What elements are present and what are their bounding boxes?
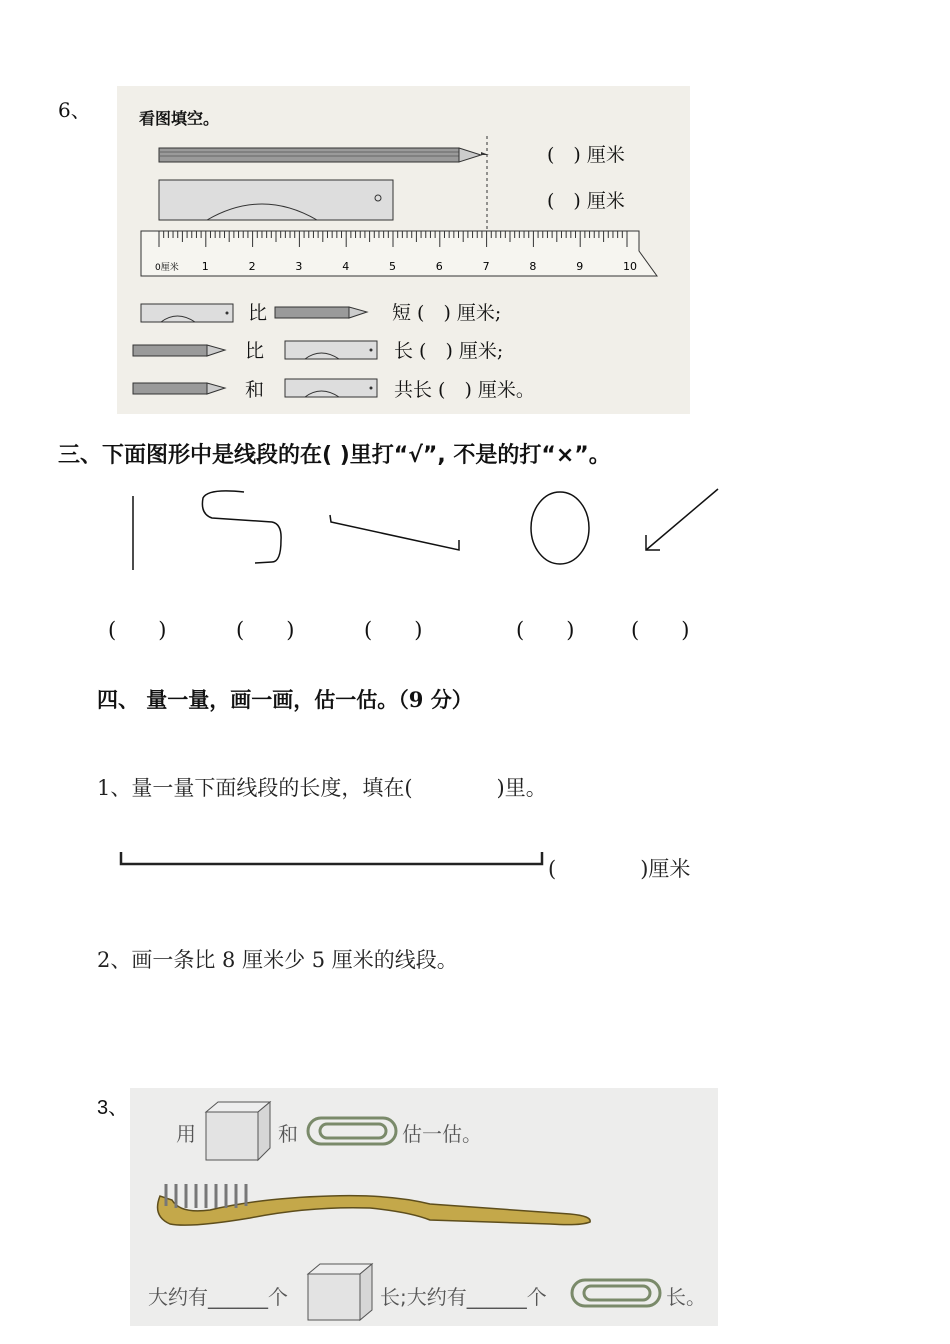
- pencil-length-blank: ( ) 厘米: [547, 144, 625, 166]
- answer-paren-5: ( ): [631, 618, 690, 642]
- toothbrush-icon: [158, 1184, 591, 1225]
- row1-text-a: 比: [248, 302, 268, 324]
- paperclip-icon-2: [572, 1280, 660, 1306]
- ruler-drawing: [117, 86, 690, 414]
- figure-title: 看图填空。: [139, 109, 220, 128]
- row1-text-b: 短 ( ) 厘米;: [392, 302, 502, 324]
- answer-paren-3: ( ): [364, 618, 423, 642]
- ruler-figure: [117, 86, 690, 414]
- section-3-title: 三、下面图形中是线段的在( )里打“√”, 不是的打“×”。: [58, 443, 611, 468]
- cube-icon: [206, 1102, 270, 1160]
- paperclip-icon: [308, 1118, 396, 1144]
- estimate-figure: [130, 1088, 718, 1326]
- question-1: 1、量一量下面线段的长度，填在( )里。: [97, 776, 547, 800]
- q3-text-and: 和: [278, 1122, 298, 1146]
- q3-text-long: 长。: [666, 1285, 706, 1309]
- q3-text-about-2: 长;大约有______个: [380, 1285, 547, 1309]
- ruler-tick-label: 6: [435, 260, 443, 273]
- q3-text-use: 用: [176, 1122, 196, 1146]
- row3-pencil-icon: [133, 383, 225, 394]
- cube-icon-2: [308, 1264, 372, 1320]
- row2-text-a: 比: [245, 340, 265, 362]
- ray-shape: [646, 489, 718, 550]
- shapes-figure: [0, 480, 950, 590]
- ruler-tick-label: 7: [482, 260, 490, 273]
- row2-pencil-icon: [133, 345, 225, 356]
- row2-text-b: 长 ( ) 厘米;: [394, 340, 504, 362]
- segment-shape: [330, 515, 459, 550]
- ruler-tick-label: 3: [295, 260, 303, 273]
- ruler-unit: 0厘米: [155, 263, 179, 273]
- ruler-tick-label: 10: [623, 260, 637, 273]
- question-number-3: 3、: [97, 1097, 129, 1119]
- answer-paren-2: ( ): [236, 618, 295, 642]
- oval-shape: [531, 492, 589, 564]
- question-1-answer-blank: ( )厘米: [548, 857, 691, 881]
- row1-ruler-icon: [141, 304, 233, 322]
- ruler-tick-label: 1: [201, 260, 209, 273]
- curve-shape: [202, 491, 281, 563]
- ruler-tick-label: 5: [389, 260, 396, 273]
- measure-segment: [118, 850, 548, 870]
- q3-text-about-1: 大约有______个: [148, 1285, 288, 1309]
- ruler-tick-label: 4: [342, 260, 350, 273]
- q3-text-estimate: 估一估。: [402, 1122, 482, 1146]
- section-4-title: 四、 量一量，画一画，估一估。（9 分）: [97, 687, 473, 712]
- row1-pencil-icon: [275, 307, 367, 318]
- ruler-tick-label: 2: [248, 260, 256, 273]
- eraser-length-blank: ( ) 厘米: [547, 190, 625, 212]
- pencil-icon: [159, 148, 489, 162]
- ruler-tick-label: 8: [529, 260, 537, 273]
- ruler-tick-label: 9: [576, 260, 584, 273]
- row2-ruler-icon: [285, 341, 377, 359]
- row3-ruler-icon: [285, 379, 377, 397]
- question-number-6: 6、: [58, 98, 91, 122]
- row3-text-b: 共长 ( ) 厘米。: [394, 379, 535, 401]
- question-2: 2、画一条比 8 厘米少 5 厘米的线段。: [97, 948, 458, 972]
- answer-paren-4: ( ): [516, 618, 575, 642]
- answer-paren-1: ( ): [108, 618, 167, 642]
- small-ruler-icon: [159, 180, 393, 220]
- row3-text-a: 和: [245, 379, 265, 401]
